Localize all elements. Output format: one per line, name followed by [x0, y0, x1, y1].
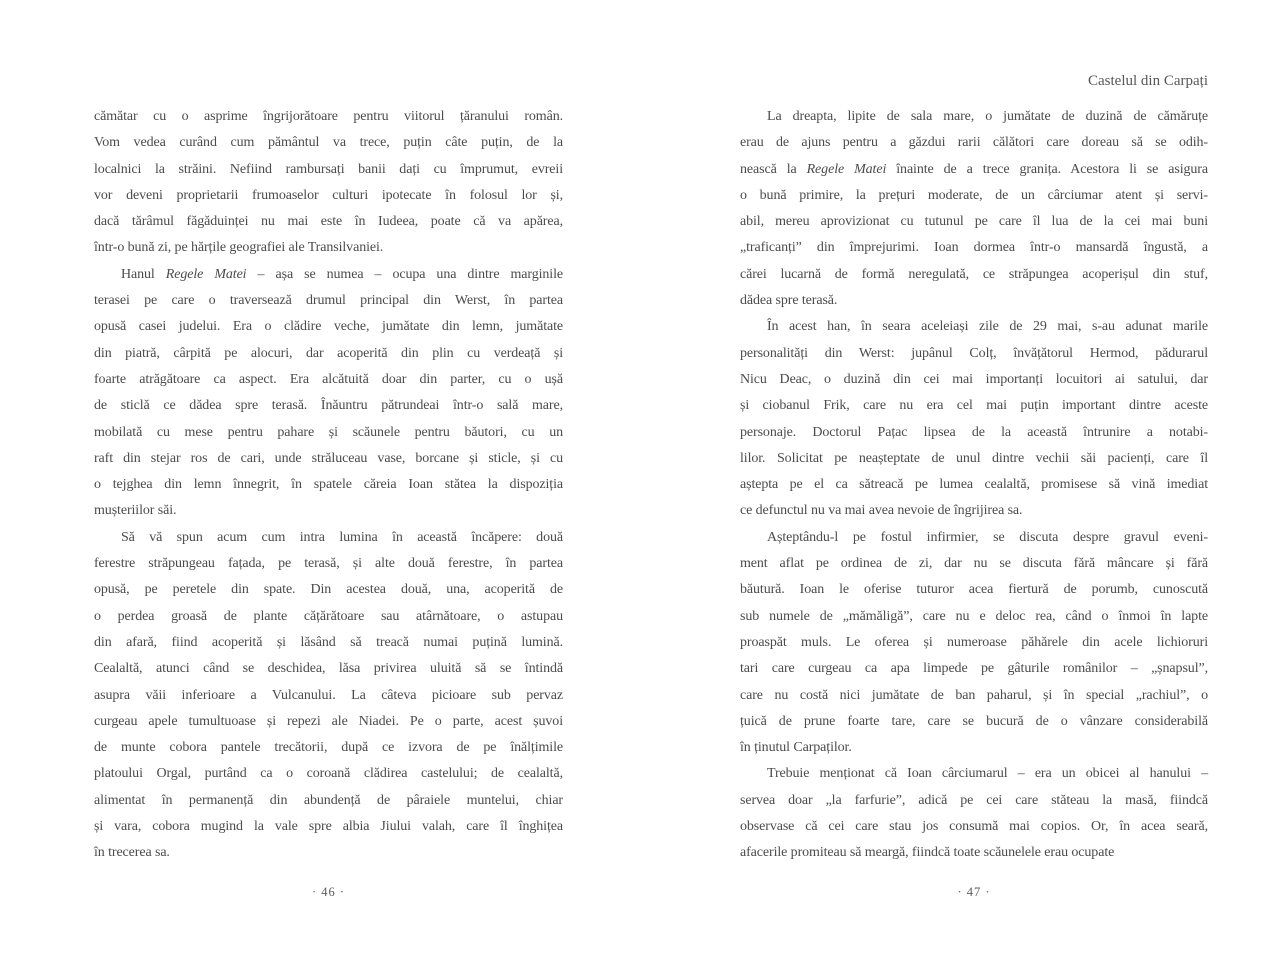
- text-line: În acest han, în seara aceleiași zile de 29 mai, s-au adunat marile: [767, 319, 1208, 335]
- text-line: nească la Regele Matei înainte de a trece granița. Acestora li se asigura: [740, 161, 1208, 177]
- text-line: o bună primire, la prețuri moderate, de un cârciumar atent și servi-: [740, 187, 1208, 203]
- page-number-right: · 47 ·: [957, 885, 991, 899]
- text-line: personaje. Doctorul Pațac lipsea de la această întrunire a notabi-: [740, 424, 1208, 440]
- page-left: [94, 0, 563, 963]
- paragraph: [740, 314, 1208, 524]
- text-line: personalități din Werst: jupânul Colț, învățătorul Hermod, pădurarul: [740, 345, 1208, 361]
- text-line: în ținutul Carpaților.: [740, 740, 852, 756]
- text-line: în trecerea sa.: [94, 845, 170, 861]
- page-body: [94, 104, 563, 867]
- text-line: ferestre străpungeau fațada, pe terasă, și alte două ferestre, în partea: [94, 556, 563, 572]
- text-line: sub numele de „mămăligă”, care nu e deloc rea, când o înmoi în lapte: [740, 608, 1208, 624]
- text-line: Să vă spun acum cum intra lumina în această încăpere: două: [121, 529, 563, 545]
- text-line: țuică de prune foarte tare, care se bucură de o vânzare considerabilă: [740, 713, 1208, 729]
- text-line: asupra văii inferioare a Vulcanului. La câteva picioare sub pervaz: [94, 687, 563, 703]
- text-line: terasei pe care o traversează drumul principal din Werst, în partea: [94, 293, 563, 309]
- text-line: Trebuie menționat că Ioan cârciumarul – era un obicei al hanului –: [767, 766, 1208, 782]
- text-line: erau de ajuns pentru a găzdui rarii călători care doreau să se odih-: [740, 135, 1208, 151]
- text-line: La dreapta, lipite de sala mare, o jumătate de duzină de cămăruțe: [767, 109, 1208, 124]
- text-line: observase că cei care stau jos consumă mai copios. Or, în acea seară,: [740, 819, 1208, 835]
- text-line: din piatră, cârpită pe alocuri, dar acoperită din plin cu verdeață și: [94, 345, 563, 361]
- text-line: de munte cobora pantele trecătorii, după ce izvora de pe înălțimile: [94, 740, 563, 756]
- text-line: Așteptându-l pe fostul infirmier, se discuta despre gravul eveni-: [767, 529, 1208, 545]
- text-line: ment aflat pe ordinea de zi, dar nu se discuta fără mâncare și fără: [740, 556, 1208, 572]
- text-line: dădea spre terasă.: [740, 293, 838, 309]
- text-line: o perdea groasă de plante cățărătoare sau atârnătoare, o astupau: [94, 608, 563, 624]
- text-line: într-o bună zi, pe hărțile geografiei ale Transilvaniei.: [94, 240, 384, 256]
- text-line: Cealaltă, atunci când se deschidea, lăsa privirea uluită să se întindă: [94, 661, 563, 677]
- text-line: localnici la străini. Nefiind rambursați banii dați cu împrumut, evreii: [94, 161, 563, 177]
- text-line: Vom vedea curând cum pământul va trece, puțin câte puțin, de la: [94, 135, 563, 151]
- text-line: cămătar cu o asprime îngrijorătoare pentru viitorul țăranului român.: [94, 109, 563, 124]
- text-line: băutură. Ioan le oferise tuturor acea fiertură de porumb, cunoscută: [740, 582, 1208, 598]
- text-line: opusă, pe peretele din spate. Din acestea două, una, acoperită de: [94, 582, 563, 598]
- italic-text: Regele Matei: [165, 266, 247, 282]
- text-line: foarte atrăgătoare ca aspect. Era alcătuită doar din parter, cu o ușă: [94, 371, 563, 387]
- paragraph: [94, 262, 563, 525]
- page-body: [740, 104, 1208, 867]
- text-line: platoului Orgal, purtând ca o coroană clădirea castelului; de cealaltă,: [94, 766, 563, 782]
- paragraph: [740, 525, 1208, 762]
- text-line: ce defunctul nu va mai avea nevoie de îngrijirea sa.: [740, 503, 1023, 519]
- text-line: care nu costă nici jumătate de ban paharul, și în special „rachiul”, o: [740, 687, 1208, 703]
- text-line: servea doar „la farfurie”, adică pe cei care stăteau la masă, fiindcă: [740, 792, 1208, 808]
- text-line: cărei lucarnă de formă neregulată, ce străpungea acoperișul din stuf,: [740, 266, 1208, 282]
- text-line: lilor. Solicitat pe neașteptate de unul dintre vechii săi pacienți, care îl: [740, 450, 1208, 466]
- text-line: și vara, cobora mugind la vale spre albia Jiului valah, care îl înghițea: [94, 819, 563, 835]
- text-line: mobilată cu mese pentru pahare și scăunele pentru băutori, cu un: [94, 424, 563, 440]
- text-line: raft din stejar ros de cari, unde străluceau vase, borcane și sticle, și cu: [94, 450, 563, 466]
- text-line: curgeau apele tumultuoase și repezi ale Niadei. Pe o parte, acest șuvoi: [94, 713, 563, 729]
- paragraph: [94, 525, 563, 867]
- text-line: Nicu Deac, o duzină din cei mai importanți locuitori ai satului, dar: [740, 371, 1208, 387]
- text-line: din afară, fiind acoperită și lăsând să treacă numai puțină lumină.: [94, 634, 563, 650]
- paragraph: [94, 104, 563, 262]
- page-right: [740, 0, 1208, 963]
- text-line: „traficanți” din împrejurimi. Ioan dormea într-o mansardă îngustă, a: [740, 240, 1208, 256]
- text-line: proaspăt muls. Le oferea și numeroase păhărele din acele lichioruri: [740, 634, 1208, 650]
- text-line: dacă tărâmul făgăduinței nu mai este în Iudeea, poate că va apărea,: [94, 214, 563, 230]
- text-line: opusă casei judelui. Era o clădire veche, jumătate din lemn, jumătate: [94, 319, 563, 335]
- paragraph: [740, 104, 1208, 314]
- text-line: aștepta pe el ca sătreacă pe lumea cealaltă, promisese să vină imediat: [740, 477, 1208, 493]
- text-line: vor deveni proprietarii frumoaselor culturi ipotecate în folosul lor și,: [94, 187, 563, 203]
- text-line: Hanul Regele Matei – așa se numea – ocupa una dintre marginile: [121, 266, 564, 282]
- text-line: de sticlă ce dădea spre terasă. Înăuntru pătrundeai într-o sală mare,: [94, 398, 563, 414]
- text-line: afacerile promiteau să meargă, fiindcă toate scăunelele erau ocupate: [740, 845, 1115, 861]
- text-line: mușteriilor săi.: [94, 503, 177, 519]
- italic-text: Regele Matei: [806, 161, 887, 177]
- text-line: alimentat în permanență din abundență de pâraiele muntelui, chiar: [94, 792, 563, 808]
- running-header: Castelul din Carpați: [1088, 73, 1208, 89]
- paragraph: [740, 761, 1208, 866]
- text-line: abil, mereu aprovizionat cu tutunul pe care îl lua de la cei mai buni: [740, 214, 1208, 230]
- text-line: și ciobanul Frik, care nu era cel mai puțin important dintre aceste: [740, 398, 1208, 414]
- page-number-left: · 46 ·: [311, 885, 346, 899]
- text-line: o tejghea din lemn înnegrit, în spatele căreia Ioan stătea la dispoziția: [94, 477, 563, 493]
- text-line: tari care curgeau ca apa limpede pe gâturile românilor – „șnapsul”,: [740, 661, 1208, 677]
